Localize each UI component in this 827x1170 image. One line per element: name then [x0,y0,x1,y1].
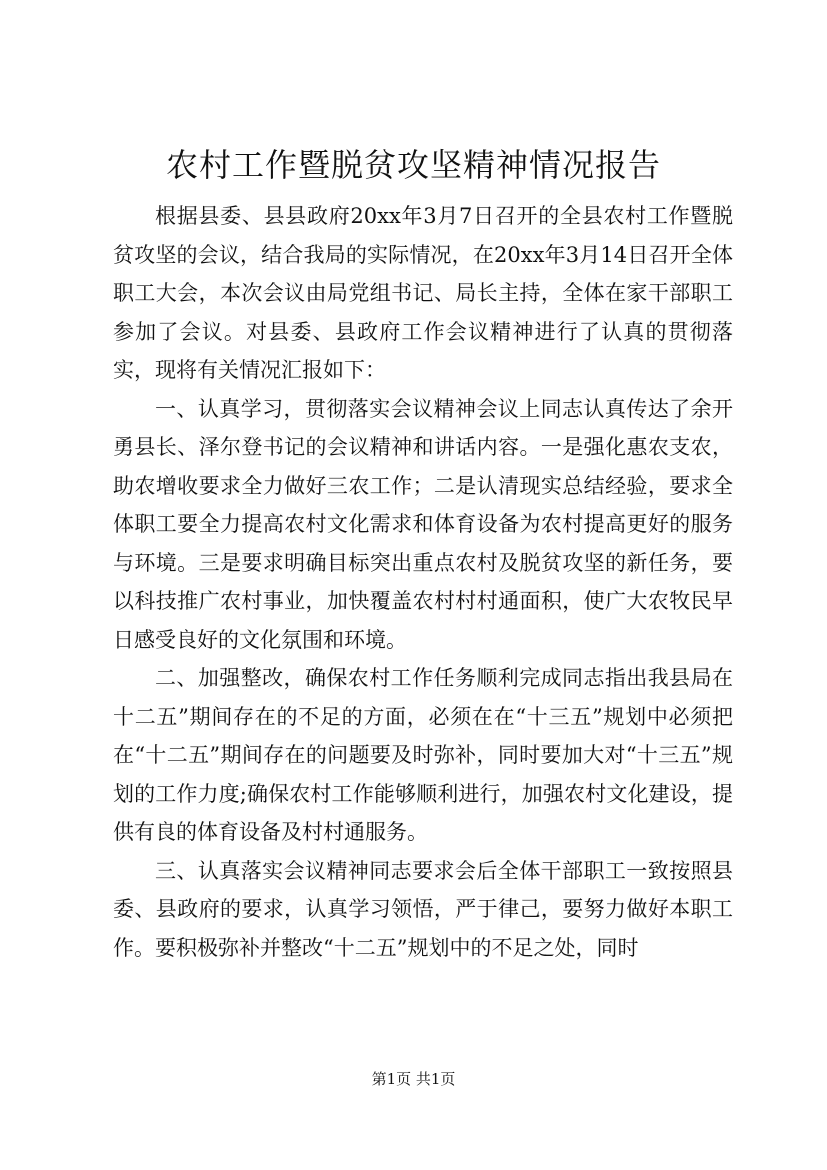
paragraph-section-3: 三、认真落实会议精神同志要求会后全体干部职工一致按照县委、县政府的要求，认真学习领悟，严于律己，要努力做好本职工作。要积极弥补并整改“十二五”规划中的不足之处，同时 [113,858,733,960]
paragraph-section-2: 二、加强整改，确保农村工作任务顺利完成同志指出我县局在十二五”期间存在的不足的方面，必须在在“十三五”规划中必须把在“十二五”期间存在的问题要及时弥补，同时要加大对“十三五”规划的工作力度;确保农村工作能够顺利进行，加强农村文化建设，提供有良的体育设备及村村通服务。 [113,666,733,844]
document-title: 农村工作暨脱贫攻坚精神情况报告 [165,146,661,184]
paragraph-section-1: 一、认真学习，贯彻落实会议精神会议上同志认真传达了余开勇县长、泽尔登书记的会议精神和讲话内容。一是强化惠农支农，助农增收要求全力做好三农工作；二是认清现实总结经验，要求全体职工要全力提高农村文化需求和体育设备为农村提高更好的服务与环境。三是要求明确目标突出重点农村及脱贫攻坚的新任务，要以科技推广农村事业，加快覆盖农村村村通面积，使广大农牧民早日感受良好的文化氛围和环境。 [113,396,733,652]
document-body [113,197,733,967]
paragraph-intro: 根据县委、县县政府20xx年3月7日召开的全县农村工作暨脱贫攻坚的会议，结合我局的实际情况，在20xx年3月14日召开全体职工大会，本次会议由局党组书记、局长主持，全体在家干部职工参加了会议。对县委、县政府工作会议精神进行了认真的贯彻落实，现将有关情况汇报如下： [113,204,733,382]
page-footer: 第1页 共1页 [371,1070,456,1088]
